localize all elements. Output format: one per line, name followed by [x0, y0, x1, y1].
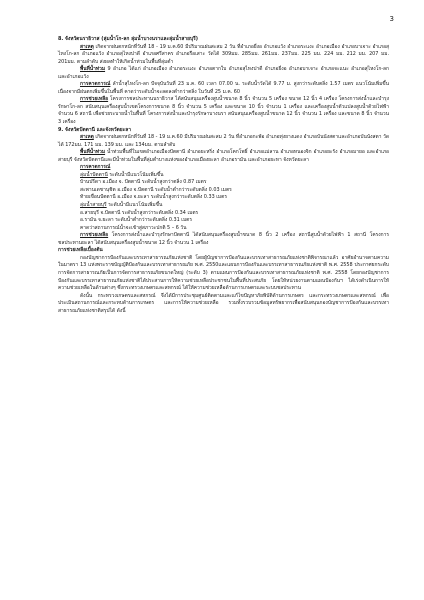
assistance-label: การช่วยเหลือ — [80, 96, 109, 103]
flood-area-label: พื้นที่น้ำท่วม — [80, 66, 106, 73]
assistance-text: โครงการชลประทานนราธิวาส ได้สนับสนุนเครื่องสูบน้ำขนาด 8 นิ้ว จำนวน 5 เครื่อง ขนาด 12 นิ้ว 4 เครื่อง โครงการส่งน้ำและบำรุงรักษาโก-ลก สนับสนุนเครื่องสูบน้ำเขตโครงการขนาด 8 นิ้ว จำนวน 5 เครื่อง และขนาด 10 นิ้ว จำนวน 1 เครื่อง และเครื่องสูบน้ำตัวแปลงสูบน้ำด้วยไฟฟ้าจำนวน 6 สถานี เพื่อช่วยระบายน้ำในพื้นที่ โครงการส่งน้ำและบำรุงรักษาบางนรา สนับสนุนเครื่องสูบน้ำขนาด 12 นิ้ว จำนวน 1 เครื่อง และขนาด 8 นิ้ว จำนวน 3 เครื่อง — [58, 96, 389, 126]
section-9-heading: 9. จังหวัดปัตตานี และจังหวัดยะลา — [58, 126, 132, 133]
forecast-label: การคาดการณ์ — [80, 81, 111, 88]
preliminary-assistance-heading: การช่วยเหลือเบื้องต้น — [58, 247, 103, 254]
section-8-assistance — [58, 96, 389, 126]
list-item: บ้านปรีดา อ.เมือง จ. ปัตตานี ระดับน้ำสูงกว่าตลิ่ง 0.87 เมตร — [80, 179, 207, 186]
flood-area-text: 9 อำเภอ ได้แก่ อำเภอเมือง อำเภอระแงะ อำเภอตากใบ อำเภอสุไหงปาดี อำเภอยี่งอ อำเภอบาเจาะ อำเภอจะแนะ อำเภอสุไหงโก-ลก และอำเภอแว้ง — [58, 66, 389, 80]
forecast-text: ลำน้ำสุไหงโก-ลก ปัจจุบันวันที่ 23 ม.ค. 60 เวลา 07.00 น. ระดับน้ำวัดได้ 9.77 ม. สูงกว่าระดับตลิ่ง 1.57 เมตร แนวโน้มเพิ่มขึ้นเนื่องจากมีฝนตกเพิ่มขึ้นในพื้นที่ คาดว่าระดับน้ำจะลดลงต่ำกว่าตลิ่ง ในวันที่ 25 ม.ค. 60 — [58, 81, 389, 95]
section-8-cause — [58, 44, 389, 67]
cause-text: เกิดจากฝนตกหนักที่วันที่ 18 - 19 ม.ค.60 มีปริมาณฝนสะสม 2 วัน ที่อำเภอยี่งอ อำเภอแว้ง อำเภอระแงะ อำเภอเมือง อำเภอบาเจาะ อำเภอสุไหงโก-ลก อำเภอแว้ง อำเภอสุไหงปาดี อำเภอศรีสาคร อำเภอรือเสาะ วัดได้ 309มม. 285มม. 261มม. 237มม. 225 มม. 224 มม. 212 มม. 207 มม. 201มม. ตามลำดับ ส่งผลทำให้เกิดน้ำท่วมในพื้นที่ลุ่มต่ำ — [58, 43, 389, 65]
list-item: สะพานเดชานุชิต อ.เมือง จ.ปัตตานี ระดับน้ำต่ำกว่าระดับตลิ่ง 0.03 เมตร — [80, 186, 232, 193]
assistance-label: การช่วยเหลือ — [80, 232, 109, 239]
flood-area-label: พื้นที่น้ำท่วม — [80, 149, 106, 156]
section-9-flood-area — [58, 149, 389, 164]
list-item: คาดว่าสถานการณ์น้ำจะเข้าสู่สภาวะปกติ 5 – 6 วัน — [80, 224, 187, 231]
list-item: อ.สายบุรี จ.ปัตตานี ระดับน้ำสูงกว่าระดับตลิ่ง 0.34 เมตร — [80, 209, 199, 216]
saiburi-basin-heading: ลุ่มน้ำสายบุรี ระดับน้ำมีแนวโน้มเพิ่มขึ้น — [80, 202, 163, 209]
section-9-assistance — [58, 232, 389, 247]
section-8-forecast — [58, 81, 389, 96]
pattani-basin-label: ลุ่มน้ำปัตตานี — [80, 171, 108, 178]
saiburi-basin-label: ลุ่มน้ำสายบุรี — [80, 202, 107, 209]
cause-text: เกิดจากฝนตกหนักที่วันที่ 18 - 19 ม.ค.60 มีปริมาณฝนสะสม 2 วัน ที่อำเภอกะพ้อ อำเภอทุ่งยางแดง อำเภอบันนังสตาและอำเภอบันนังสตา วัดได้ 172มม. 171 มม. 139 มม. และ 134มม. ตามลำดับ — [58, 134, 389, 148]
document-body — [58, 36, 389, 315]
list-item: อ.รามัน จ.ยะลา ระดับน้ำต่ำกว่าระดับตลิ่ง 0.31 เมตร — [80, 217, 192, 224]
preliminary-paragraph-2: ดังนั้น กระทรวงเกษตรและสหกรณ์ จึงได้มีการประชุมศูนย์ติดตามและแก้ไขปัญหาภัยพิบัติด้านการเกษตร และกระทรวงเกษตรและสหกรณ์ เพื่อประเมินสถานการณ์และกระทบด้านการเกษตร และการให้ความช่วยเหลือ รวมทั้งรวบรวมข้อมูลทรัพยากรเพื่อสนับสนุนกองบัญชาการป้องกันและบรรเทาสาธารณภัยแห่งชาติสรุปได้ ดังนี้ — [58, 292, 389, 314]
flood-area-text: น้ำท่วมพื้นที่ในเขตอำเภอเมืองปัตตานี อำเภอยะหริ่ง อำเภอโคกโพธิ์ อำเภอแม่ลาน อำเภอหนองจิก อำเภอยะรัง อำเภอมายอ และอำเภอสายบุรี จังหวัดปัตตานีและมีน้ำท่วมในพื้นที่ลุ่มต่ำบางแห่งของอำเภอเมืองยะลา อำเภอรามัน และอำเภอยะหา จังหวัดยะลา — [58, 149, 389, 163]
list-item: ท้ายเขื่อนปัตตานี อ.เมือง จ.ยะลา ระดับน้ำสูงกว่าระดับตลิ่ง 0.33 เมตร — [80, 194, 227, 201]
assistance-text: โครงการส่งน้ำและบำรุงรักษาปัตตานี ได้สนับสนุนเครื่องสูบน้ำขนาด 8 นิ้ว 2 เครื่อง สถานีสูบน้ำด้วยไฟฟ้า 1 สถานี โครงการชลประทานยะลา ได้สนับสนุนเครื่องสูบน้ำขนาด 12 นิ้ว จำนวน 1 เครื่อง — [58, 232, 389, 246]
cause-label: สาเหตุ — [80, 43, 94, 50]
pattani-basin-heading: ลุ่มน้ำปัตตานี ระดับน้ำมีแนวโน้มเพิ่มขึ้น — [80, 171, 164, 178]
cause-label: สาเหตุ — [80, 134, 94, 141]
section-8-heading: 8. จังหวัดนราธิวาส (ลุ่มน้ำโก-ลก ลุ่มน้ำบางนราและลุ่มน้ำสายบุรี) — [58, 36, 198, 42]
section-9-cause — [58, 134, 389, 149]
section-8-flood-area — [58, 66, 389, 81]
page-number: 3 — [389, 15, 394, 23]
preliminary-paragraph-1: กองบัญชาการป้องกันและบรรเทาสาธารณภัยแห่งชาติ โดยผู้บัญชาการป้องกันและบรรเทาสาธารณภัยแห่งชาติพิจารณาแล้ว อาศัยอำนาจตามความในมาตรา 13 แห่งพระราชบัญญัติป้องกันและบรรเทาสาธารณภัย พ.ศ. 2550และแผนการป้องกันและบรรเทาสาธารณภัยแห่งชาติ พ.ศ. 2558 ประกาศยกระดับการจัดการสาธารณภัยเป็นการจัดการสาธารณภัยขนาดใหญ่ (ระดับ 3) ตามแผนการป้องกันและบรรเทาสาธารณภัยแห่งชาติ พ.ศ. 2558 โดยกองบัญชาการป้องกันและบรรเทาสาธารณภัยแห่งชาติได้ประสานการให้ความช่วยเหลือประชาชนในพื้นที่ประสบภัย โดยให้หน่วยงานตามแผนป้องกันฯ ได้เร่งดำเนินการให้ความช่วยเหลือในด้านต่างๆ ซึ่งกระทรวงเกษตรและสหกรณ์ ได้ให้ความช่วยเหลือด้านการเกษตรและระบบชลประทาน — [58, 254, 389, 292]
section-9-forecast-label: การคาดการณ์ — [80, 164, 111, 171]
